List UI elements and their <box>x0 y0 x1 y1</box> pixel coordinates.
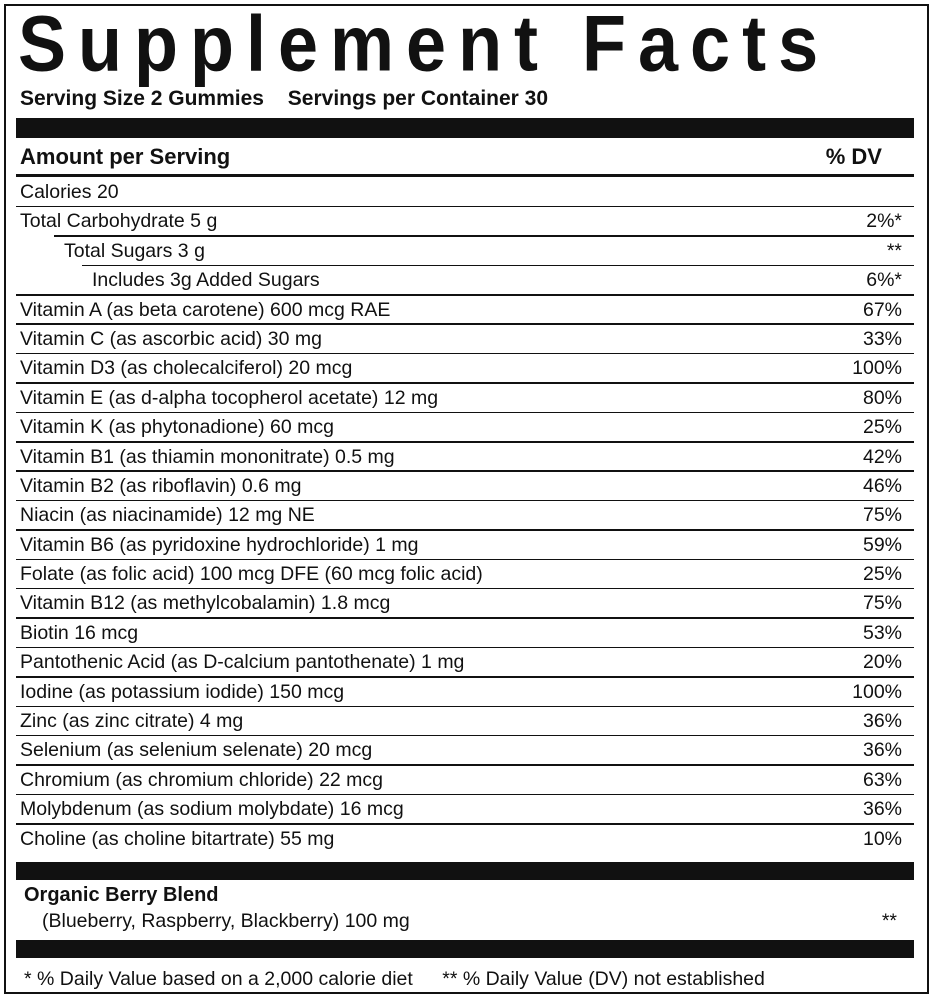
nutrient-row <box>16 531 914 560</box>
nutrient-label: Vitamin B1 (as thiamin mononitrate) 0.5 mg <box>20 445 395 468</box>
nutrient-dv: 80% <box>862 386 902 409</box>
nutrient-label: Molybdenum (as sodium molybdate) 16 mcg <box>20 798 404 821</box>
footnotes <box>24 966 789 992</box>
nutrient-row <box>16 296 914 325</box>
nutrient-label: Chromium (as chromium chloride) 22 mcg <box>20 768 384 791</box>
nutrient-dv: 10% <box>862 827 902 850</box>
nutrient-row <box>16 237 914 266</box>
nutrient-dv: 33% <box>862 327 902 350</box>
nutrient-row <box>16 795 914 824</box>
nutrient-label: Niacin (as niacinamide) 12 mg NE <box>20 504 315 527</box>
nutrient-dv: 63% <box>862 768 902 791</box>
footnote-dv-basis: * % Daily Value based on a 2,000 calorie diet <box>24 968 413 990</box>
nutrient-row <box>16 266 914 295</box>
nutrient-row <box>16 648 914 677</box>
nutrient-row <box>16 472 914 501</box>
nutrient-row <box>16 501 914 530</box>
nutrient-label: Pantothenic Acid (as D-calcium pantothenate) 1 mg <box>20 651 465 674</box>
nutrient-row <box>16 413 914 442</box>
nutrient-row <box>16 736 914 765</box>
nutrient-dv: 36% <box>862 739 902 762</box>
nutrient-dv: 75% <box>862 592 902 615</box>
nutrient-row <box>16 825 914 854</box>
nutrient-dv: 25% <box>862 563 902 586</box>
nutrient-dv: 100% <box>852 680 902 703</box>
nutrient-dv: 42% <box>862 445 902 468</box>
panel-title: Supplement Facts <box>18 0 831 88</box>
nutrient-dv: 36% <box>862 710 902 733</box>
nutrient-label: Vitamin B12 (as methylcobalamin) 1.8 mcg <box>20 592 391 615</box>
blend-detail: (Blueberry, Raspberry, Blackberry) 100 mg <box>42 910 410 932</box>
nutrient-row <box>16 619 914 648</box>
nutrient-dv: ** <box>886 239 902 262</box>
nutrient-row <box>16 707 914 736</box>
nutrient-label: Vitamin E (as d-alpha tocopherol acetate) 12 mg <box>20 386 439 409</box>
blend-dv: ** <box>881 910 897 932</box>
footnote-dv-not-established: ** % Daily Value (DV) not established <box>442 968 765 990</box>
nutrient-dv: 46% <box>862 474 902 497</box>
nutrient-label: Total Carbohydrate 5 g <box>20 210 218 233</box>
nutrient-label: Folate (as folic acid) 100 mcg DFE (60 mcg folic acid) <box>20 563 483 586</box>
nutrient-dv: 2%* <box>866 210 902 233</box>
nutrient-label: Biotin 16 mcg <box>20 621 139 644</box>
nutrient-label: Vitamin K (as phytonadione) 60 mcg <box>20 416 334 439</box>
dv-header-label: % DV <box>825 144 882 169</box>
nutrient-row <box>16 354 914 383</box>
nutrient-dv: 25% <box>862 416 902 439</box>
nutrient-row <box>16 384 914 413</box>
nutrient-label: Vitamin D3 (as cholecalciferol) 20 mcg <box>20 357 353 380</box>
nutrient-label: Includes 3g Added Sugars <box>92 269 320 292</box>
nutrient-row <box>16 178 914 207</box>
nutrient-table <box>16 178 914 854</box>
serving-size: Serving Size 2 Gummies <box>20 87 264 110</box>
nutrient-label: Total Sugars 3 g <box>64 239 205 262</box>
nutrient-label: Vitamin A (as beta carotene) 600 mcg RAE <box>20 298 391 321</box>
nutrient-row <box>16 443 914 472</box>
nutrient-dv: 36% <box>862 798 902 821</box>
nutrient-dv: 100% <box>852 357 902 380</box>
nutrient-label: Zinc (as zinc citrate) 4 mg <box>20 710 244 733</box>
nutrient-row <box>16 766 914 795</box>
nutrient-row <box>16 560 914 589</box>
nutrient-row <box>16 325 914 354</box>
nutrient-label: Vitamin C (as ascorbic acid) 30 mg <box>20 327 323 350</box>
header-rule <box>16 174 914 177</box>
nutrient-dv: 67% <box>862 298 902 321</box>
nutrient-label: Choline (as choline bitartrate) 55 mg <box>20 827 335 850</box>
nutrient-label: Selenium (as selenium selenate) 20 mcg <box>20 739 373 762</box>
nutrient-row <box>16 207 914 236</box>
thick-divider-middle <box>16 862 914 880</box>
nutrient-label: Vitamin B2 (as riboflavin) 0.6 mg <box>20 474 302 497</box>
nutrient-dv: 6%* <box>866 269 902 292</box>
nutrient-row <box>16 589 914 618</box>
supplement-facts-panel <box>4 0 929 994</box>
nutrient-dv: 20% <box>862 651 902 674</box>
nutrient-label: Calories 20 <box>20 181 119 203</box>
nutrient-dv: 59% <box>862 533 902 556</box>
nutrient-dv: 75% <box>862 504 902 527</box>
amount-header <box>20 142 900 172</box>
nutrient-dv: 53% <box>862 621 902 644</box>
nutrient-label: Vitamin B6 (as pyridoxine hydrochloride) 1 mg <box>20 533 419 556</box>
amount-per-serving-label: Amount per Serving <box>20 144 231 169</box>
thick-divider-bottom <box>16 940 914 958</box>
serving-info <box>20 84 566 114</box>
thick-divider-top <box>16 118 914 138</box>
blend-title: Organic Berry Blend <box>24 884 219 906</box>
nutrient-row <box>16 678 914 707</box>
nutrient-label: Iodine (as potassium iodide) 150 mcg <box>20 680 345 703</box>
servings-per-container: Servings per Container 30 <box>287 87 549 110</box>
